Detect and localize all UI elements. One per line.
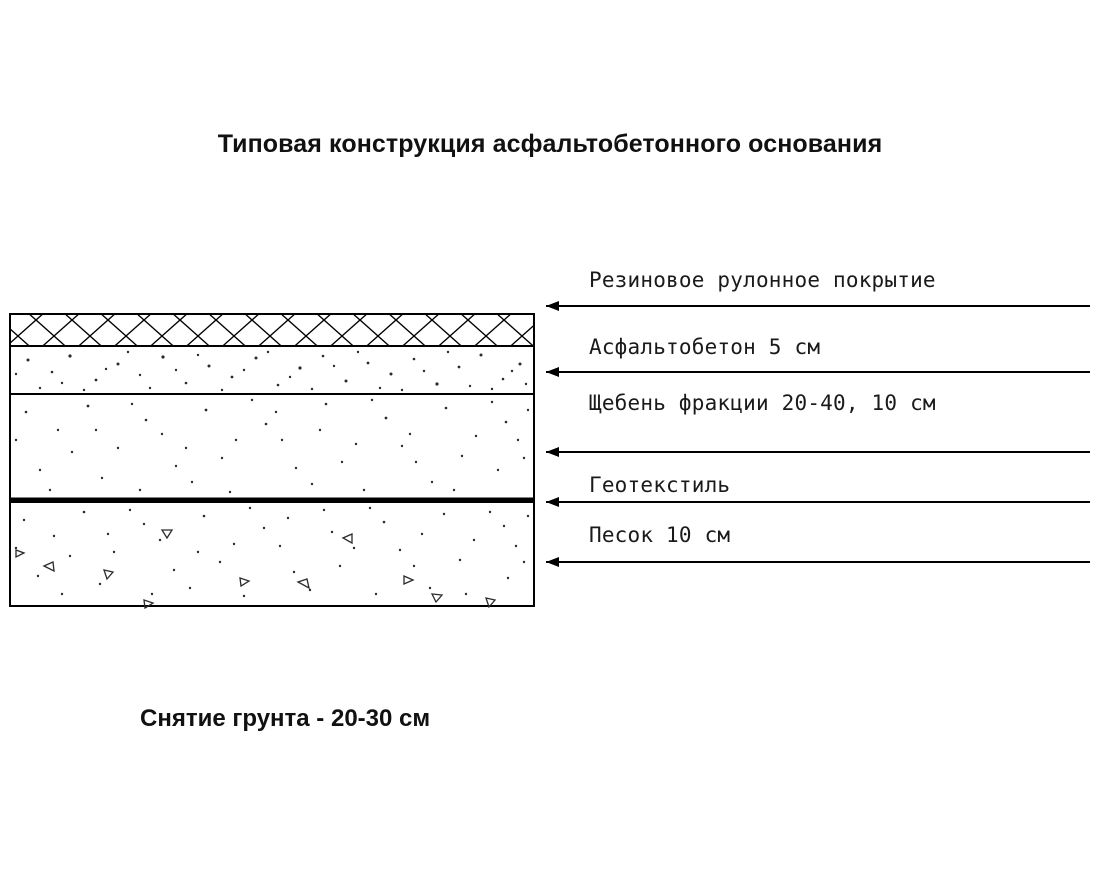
page-title: Типовая конструкция асфальтобетонного основания: [217, 130, 883, 158]
soil-removal-note: Снятие грунта - 20-30 см: [140, 705, 431, 732]
label-rubber-covering: Резиновое рулонное покрытие: [589, 268, 936, 292]
label-asphalt-concrete: Асфальтобетон 5 см: [589, 335, 821, 359]
layer-rubber-band: [10, 314, 534, 346]
layer-crushed-stone-band: [10, 394, 534, 500]
label-sand: Песок 10 см: [589, 523, 731, 547]
label-crushed-stone: Щебень фракции 20-40, 10 см: [589, 391, 936, 415]
label-geotextile: Геотекстиль: [589, 473, 731, 497]
layer-sand-band: [10, 502, 534, 608]
layer-asphalt-band: [10, 346, 534, 394]
